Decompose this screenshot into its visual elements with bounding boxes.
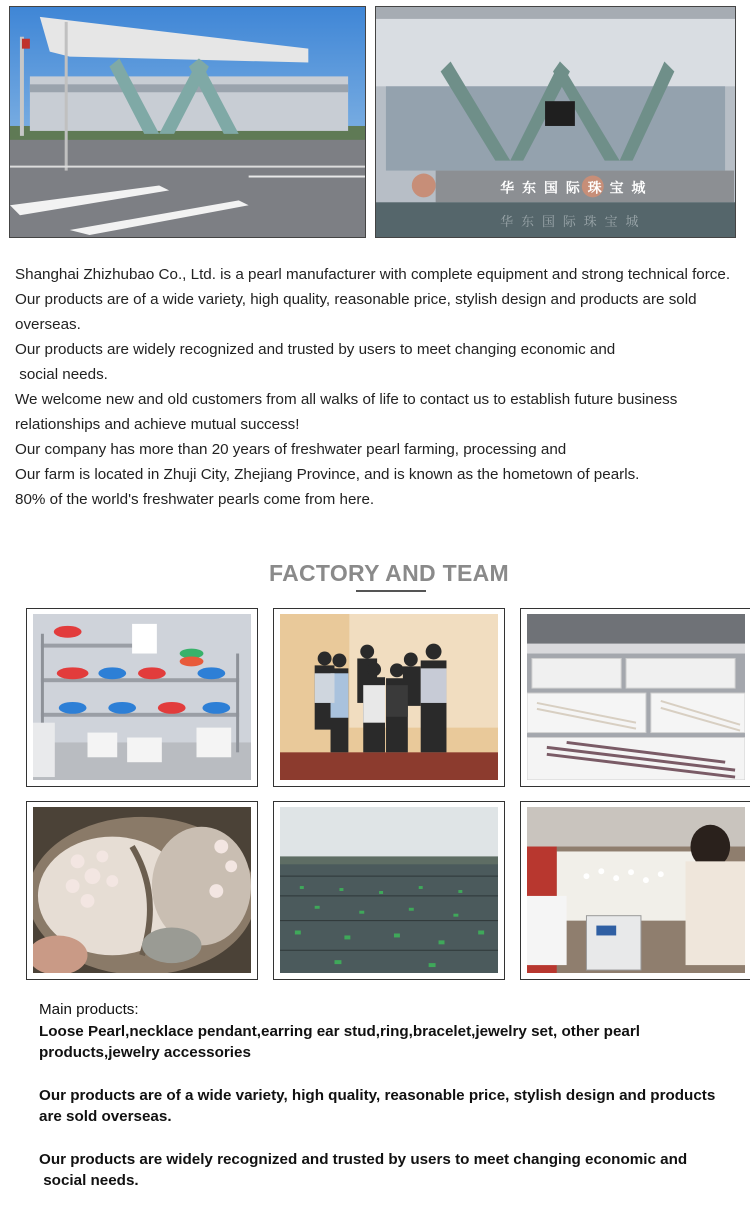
intro-paragraph: Our products are of a wide variety, high quality, reasonable price, stylish design and products are sold overseas.	[15, 291, 701, 333]
gallery-photo-pearl-workshop	[520, 801, 750, 980]
main-products-label: Main products:	[39, 1001, 139, 1018]
building-sign-image	[376, 7, 735, 237]
warehouse-shelves-image	[33, 614, 251, 780]
intro-paragraph: We welcome new and old customers from all walks of life to contact us to establish future business relationships and achieve mutual success!	[15, 391, 682, 433]
gallery-photo-team	[273, 608, 505, 787]
main-products-list: Loose Pearl,necklace pendant,earring ear stud,ring,bracelet,jewelry set, other pearl products,jewelry accessories	[39, 1022, 645, 1061]
gallery-photo-warehouse-shelves	[26, 608, 258, 787]
main-products	[39, 999, 739, 1192]
intro-text	[15, 262, 735, 512]
intro-paragraph: Our company has more than 20 years of freshwater pearl farming, processing and	[15, 441, 567, 458]
photo-building-sign	[375, 6, 736, 238]
intro-paragraph: Our products are widely recognized and trusted by users to meet changing economic and social needs.	[15, 341, 616, 383]
title-underline	[356, 590, 426, 592]
oyster-pearls-image	[33, 807, 251, 973]
building-sign-text: 华东国际珠宝城	[500, 180, 654, 197]
intro-paragraph: 80% of the world's freshwater pearls come from here.	[15, 491, 375, 508]
gallery-photo-pearl-farm	[273, 801, 505, 980]
intro-paragraph: Our farm is located in Zhuji City, Zhejiang Province, and is known as the hometown of pearls.	[15, 466, 640, 483]
pearl-farm-image	[280, 807, 498, 973]
products-variety-text: Our products are of a wide variety, high quality, reasonable price, stylish design and products are sold overseas.	[39, 1086, 720, 1125]
gallery-photo-oyster-pearls	[26, 801, 258, 980]
intro-paragraph: Shanghai Zhizhubao Co., Ltd. is a pearl manufacturer with complete equipment and strong technical force.	[15, 266, 731, 283]
pearl-strands-image	[527, 614, 745, 780]
building-sign-reflection: 华东国际珠宝城	[500, 215, 647, 231]
team-image	[280, 614, 498, 780]
pearl-workshop-image	[527, 807, 745, 973]
section-title: FACTORY AND TEAM	[269, 560, 509, 586]
building-exterior-image	[10, 7, 365, 237]
gallery-photo-pearl-strands	[520, 608, 750, 787]
photo-building-exterior	[9, 6, 366, 238]
products-recognition-text: Our products are widely recognized and trusted by users to meet changing economic and social needs.	[39, 1150, 688, 1189]
